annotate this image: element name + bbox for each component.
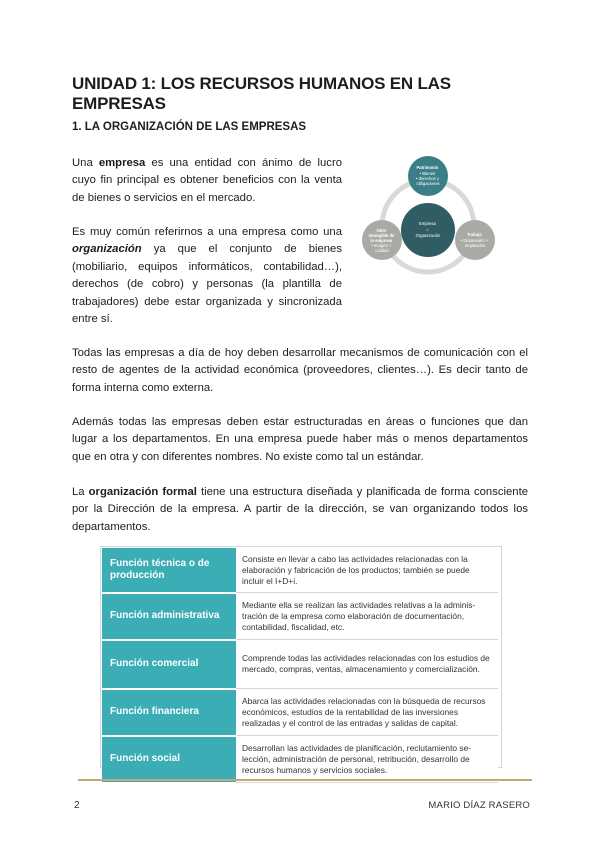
paragraph-comunicacion: Todas las empresas a día de hoy deben desarrollar mecanismos de comunicación con el resto de agentes de la actividad económica (proveedores, clientes…). Es decir tanto de forma interna como externa. — [72, 347, 528, 394]
table-row — [102, 640, 498, 689]
text-run: es una entidad con ánimo de lucro cuyo fin principal es obtener beneficios con la venta de bienes o servicios en el mercado. — [72, 157, 342, 204]
table-row — [102, 593, 498, 640]
keyword-organizacion-formal: organización formal — [88, 486, 197, 498]
paragraph-empresa — [72, 155, 342, 207]
author-name: MARIO DÍAZ RASERO — [428, 800, 530, 811]
function-description: Desarrollan las actividades de planificación, reclutamiento selección, administración de personal, retribución, desarrollo de recursos humanos y servicios sociales. — [236, 736, 498, 783]
paragraph-organizacion — [72, 224, 342, 328]
function-description: Mediante ella se realizan las actividades relativas a la administración de la empresa como elaboración de documentación, contabilidad, fiscalidad, etc. — [236, 593, 498, 640]
paragraph-departamentos: Además todas las empresas deben estar estructuradas en áreas o funciones que dan lugar a los departamentos. En una empresa puede haber más o menos departamentos que en otra y con diferentes nombres. No existe como tal un estándar. — [72, 416, 528, 463]
function-name: Función comercial — [102, 640, 236, 689]
text-run: ya que el conjunto de bienes (mobiliario, equipos informáticos, contabilidad…), derechos (de cobro) y personas (la plantilla de trabajadores) debe estar organizada y sincronizada entre sí. — [72, 243, 342, 326]
unit-title: UNIDAD 1: LOS RECURSOS HUMANOS EN LAS EMPRESAS — [72, 74, 451, 113]
function-description: Consiste en llevar a cabo las actividades relacionadas con la elaboración y fabricación de los productos; también se puede incluir el I+D+i. — [236, 548, 498, 593]
text-run: Una — [72, 157, 99, 169]
diagram-node-valor-text: Valor intangible de la empresa • Imagen + calidad — [368, 228, 395, 253]
function-description: Comprende todas las actividades relacionadas con los estudios de mercado, compras, ventas, almacenamiento y comercialización. — [236, 640, 498, 689]
function-name: Función social — [102, 736, 236, 783]
text-run: tiene una estructura diseñada y planificada de forma consciente por la Dirección de la empresa. A partir de la dirección, se van organizando todos los departamentos. — [72, 486, 528, 533]
keyword-empresa: empresa — [98, 157, 146, 169]
table-row — [102, 689, 498, 736]
section-title: 1. LA ORGANIZACIÓN DE LAS EMPRESAS — [72, 121, 307, 133]
table-row — [102, 736, 498, 783]
function-name: Función técnica o de producción — [102, 548, 236, 593]
footer-divider — [78, 779, 532, 781]
functions-table — [102, 548, 498, 784]
function-name: Función financiera — [102, 689, 236, 736]
page-number: 2 — [74, 800, 80, 811]
table-row — [102, 548, 498, 593]
function-name: Función administrativa — [102, 593, 236, 640]
keyword-organizacion: organización — [72, 243, 142, 256]
text-run: La — [72, 486, 89, 498]
diagram-node-patrimonio-text: Patrimonio • Bienes • derechos y obligaciones — [415, 165, 440, 186]
text-run: Es muy común referirnos a una empresa como una — [72, 226, 342, 238]
diagram-center-text: Empresa = Organización — [415, 221, 441, 238]
organization-diagram — [358, 152, 498, 292]
diagram-node-trabajo-text: Trabajo • Empresario + empleados — [460, 232, 489, 248]
paragraph-organizacion-formal — [72, 484, 528, 536]
function-description: Abarca las actividades relacionadas con la búsqueda de recursos económicos, estudios de la rentabilidad de las inversiones realizadas y el control de las entradas y salidas de capital. — [236, 689, 498, 736]
